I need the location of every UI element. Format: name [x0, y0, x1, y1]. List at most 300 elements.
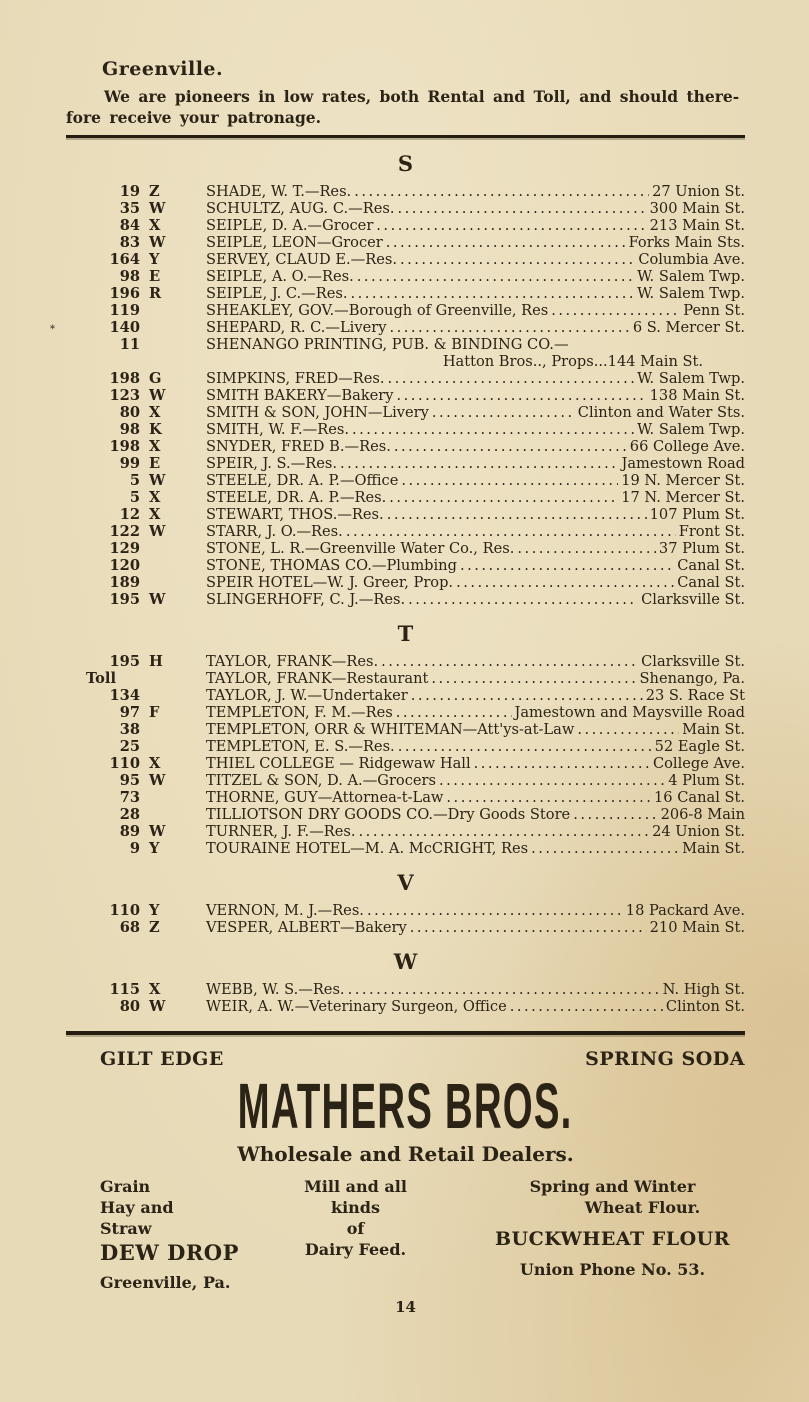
- directory-row: [66, 653, 745, 670]
- entry-phone-number: 5: [129, 472, 140, 489]
- dotted-leader: [577, 721, 679, 738]
- ad-brand-spring-soda: SPRING SODA: [585, 1048, 745, 1070]
- entry-party-letter: Y: [149, 251, 160, 268]
- entry-phone-number: 110: [109, 902, 140, 919]
- dotted-leader: [411, 687, 643, 704]
- entry-phone-number: 97: [119, 704, 140, 721]
- entry-phone-number: 196: [109, 285, 140, 302]
- ad-right-column: [480, 1176, 745, 1293]
- directory-row: [66, 523, 745, 540]
- entry-address: 24 Union St.: [652, 823, 745, 840]
- entry-address: 66 College Ave.: [629, 438, 745, 455]
- entry-name: TURNER, J. F.—Res.: [206, 823, 356, 840]
- entry-body: [206, 806, 745, 823]
- dotted-leader: [352, 421, 634, 438]
- directory-row: [66, 506, 745, 523]
- entry-body: [206, 591, 745, 608]
- entry-address: College Ave.: [652, 755, 745, 772]
- entry-body: [206, 200, 745, 217]
- ad-center-line: Mill and all kinds: [304, 1177, 407, 1217]
- entry-body: [206, 506, 745, 523]
- entry-name: SHEPARD, R. C.—Livery: [206, 319, 387, 336]
- entry-name: STEELE, DR. A. P.—Office: [206, 472, 399, 489]
- entry-party-letter: W: [149, 234, 166, 251]
- entry-name: VESPER, ALBERT—Bakery: [206, 919, 407, 936]
- entry-name: SHADE, W. T.—Res.: [206, 183, 352, 200]
- entry-name: SPEIR HOTEL—W. J. Greer, Prop.: [206, 574, 454, 591]
- entry-body: [206, 472, 745, 489]
- ad-phone-number: Union Phone No. 53.: [519, 1260, 706, 1279]
- entry-address: Clinton St.: [665, 998, 745, 1015]
- directory-row: [66, 438, 745, 455]
- directory-row: [66, 336, 745, 353]
- entry-phone-number: 5: [129, 489, 140, 506]
- entry-name: TILLIOTSON DRY GOODS CO.—Dry Goods Store: [206, 806, 571, 823]
- dotted-leader: [401, 472, 618, 489]
- entry-address: 19 N. Mercer St.: [621, 472, 745, 489]
- directory-row: [66, 421, 745, 438]
- entry-name: THORNE, GUY—Attornea-t-Law: [206, 789, 444, 806]
- entry-name: SLINGERHOFF, C. J.—Res.: [206, 591, 406, 608]
- entry-name: SHEAKLEY, GOV.—Borough of Greenville, Res: [206, 302, 549, 319]
- entry-address: 27 Union St.: [652, 183, 745, 200]
- entry-body: [206, 370, 745, 387]
- entry-party-letter: W: [149, 823, 166, 840]
- ad-center-line: Dairy Feed.: [304, 1240, 407, 1259]
- entry-body: [206, 789, 745, 806]
- entry-party-letter: G: [149, 370, 162, 387]
- entry-phone-number: 98: [119, 421, 140, 438]
- directory-row: [66, 472, 745, 489]
- entry-party-letter: X: [149, 489, 161, 506]
- directory-row: [66, 806, 745, 823]
- entry-body: [206, 183, 745, 200]
- entry-name: TEMPLETON, F. M.—Res: [206, 704, 393, 721]
- directory-row: [66, 721, 745, 738]
- directory-row: [66, 455, 745, 472]
- entry-party-letter: W: [149, 200, 166, 217]
- entry-address: Canal St.: [677, 557, 745, 574]
- entry-body: [206, 268, 745, 285]
- entry-body: [206, 823, 745, 840]
- entry-name: STEELE, DR. A. P.—Res.: [206, 489, 387, 506]
- entry-party-letter: W: [149, 998, 166, 1015]
- directory-row: [66, 789, 745, 806]
- dotted-leader: [386, 234, 626, 251]
- entry-name: SMITH BAKERY—Bakery: [206, 387, 394, 404]
- entry-address: N. High St.: [662, 981, 745, 998]
- entry-name: STARR, J. O.—Res.: [206, 523, 343, 540]
- entry-address: 18 Packard Ave.: [625, 902, 745, 919]
- entry-body: [206, 387, 745, 404]
- entry-name: SNYDER, FRED B.—Res.: [206, 438, 391, 455]
- entry-body: [206, 919, 745, 936]
- intro-line-2: fore receive your patronage.: [66, 108, 322, 127]
- directory-row: [66, 268, 745, 285]
- entry-name: SIMPKINS, FRED—Res.: [206, 370, 385, 387]
- entry-asterisk-mark: *: [50, 324, 55, 335]
- entry-party-letter: X: [149, 981, 161, 998]
- directory-row: [66, 234, 745, 251]
- dotted-leader: [510, 998, 663, 1015]
- entry-address: Front St.: [678, 523, 745, 540]
- entry-body: [206, 489, 745, 506]
- entry-address: 206-8 Main: [660, 806, 745, 823]
- entry-phone-number: 195: [109, 591, 140, 608]
- entry-party-letter: Z: [149, 919, 160, 936]
- entry-name: TAYLOR, FRANK—Res.: [206, 653, 379, 670]
- entry-phone-number: 164: [109, 251, 140, 268]
- ad-brand-dew-drop: DEW DROP: [100, 1240, 239, 1265]
- directory-row: [66, 919, 745, 936]
- directory-row: [66, 370, 745, 387]
- entry-name: STEWART, THOS.—Res.: [206, 506, 384, 523]
- entry-phone-number: 68: [119, 919, 140, 936]
- entry-body: [206, 438, 745, 455]
- ad-subtitle: Wholesale and Retail Dealers.: [237, 1142, 574, 1166]
- dotted-leader: [517, 540, 656, 557]
- dotted-leader: [354, 183, 649, 200]
- dotted-leader: [460, 557, 674, 574]
- entry-address: Clarksville St.: [641, 653, 745, 670]
- entry-address: 138 Main St.: [649, 387, 745, 404]
- dotted-leader: [531, 840, 679, 857]
- ad-left-line: Straw: [100, 1219, 152, 1238]
- ad-location: Greenville, Pa.: [100, 1273, 231, 1292]
- directory-row: [66, 183, 745, 200]
- ad-top-row: [66, 1048, 745, 1070]
- directory-row: [66, 670, 745, 687]
- ad-center-line: of: [346, 1219, 365, 1238]
- entry-name: WEBB, W. S.—Res.: [206, 981, 345, 998]
- section-header-S: S: [397, 151, 414, 176]
- entry-party-letter: X: [149, 755, 161, 772]
- entry-name: SHENANGO PRINTING, PUB. & BINDING CO.—: [206, 336, 569, 353]
- entry-body: [206, 557, 745, 574]
- entry-party-letter: E: [149, 268, 161, 285]
- directory-row: [66, 738, 745, 755]
- dotted-leader: [431, 670, 636, 687]
- entry-address: Canal St.: [677, 574, 745, 591]
- entry-phone-number: 38: [119, 721, 140, 738]
- entry-body: [206, 217, 745, 234]
- directory-row: [66, 687, 745, 704]
- directory-row: [66, 285, 745, 302]
- entry-phone-number: 99: [119, 455, 140, 472]
- entry-name: SMITH & SON, JOHN—Livery: [206, 404, 429, 421]
- dotted-leader: [359, 823, 650, 840]
- ad-brand-buckwheat-flour: BUCKWHEAT FLOUR: [494, 1228, 731, 1250]
- entry-body: [206, 840, 745, 857]
- entry-phone-number: 198: [109, 370, 140, 387]
- entry-party-letter: Y: [149, 840, 160, 857]
- entry-address: 16 Canal St.: [654, 789, 745, 806]
- entry-phone-number: 120: [109, 557, 140, 574]
- entry-body: [206, 998, 745, 1015]
- entry-phone-number: 189: [109, 574, 140, 591]
- directory-row: [66, 591, 745, 608]
- section-header-T: T: [397, 621, 414, 646]
- dotted-leader: [381, 653, 638, 670]
- entry-name: SEIPLE, LEON—Grocer: [206, 234, 383, 251]
- entry-address: 107 Plum St.: [649, 506, 745, 523]
- entry-phone-number: 122: [109, 523, 140, 540]
- dotted-leader: [410, 919, 647, 936]
- entry-address: W. Salem Twp.: [637, 370, 745, 387]
- entry-body: [206, 302, 745, 319]
- entry-body: [206, 704, 745, 721]
- dotted-leader: [398, 738, 652, 755]
- entry-party-letter: E: [149, 455, 161, 472]
- directory-row: [66, 755, 745, 772]
- dotted-leader: [388, 370, 635, 387]
- ad-company-wrap: [66, 1072, 745, 1142]
- dotted-leader: [400, 251, 635, 268]
- entry-address: Main St.: [682, 840, 745, 857]
- entry-phone-number: 129: [109, 540, 140, 557]
- entry-phone-number: 115: [109, 981, 140, 998]
- dotted-leader: [551, 302, 680, 319]
- ad-center-column: [291, 1176, 480, 1293]
- directory-row: [66, 840, 745, 857]
- entry-name: STONE, THOMAS CO.—Plumbing: [206, 557, 457, 574]
- entry-phone-number: 198: [109, 438, 140, 455]
- entry-body: [206, 721, 745, 738]
- entry-name: TEMPLETON, ORR & WHITEMAN—Att'ys-at-Law: [206, 721, 575, 738]
- entry-continuation-line: Hatton Bros.., Props...144 Main St.: [442, 353, 703, 370]
- dotted-leader: [396, 704, 512, 721]
- city-heading: Greenville.: [102, 58, 224, 80]
- entry-party-letter: Z: [149, 183, 160, 200]
- entry-body: [206, 421, 745, 438]
- ad-right-line: Spring and Winter: [529, 1177, 696, 1196]
- entry-party-letter: X: [149, 506, 161, 523]
- section-header-V: V: [397, 870, 414, 895]
- entry-phone-number: 95: [119, 772, 140, 789]
- entry-party-letter: W: [149, 472, 166, 489]
- directory-row: [66, 251, 745, 268]
- directory-row: [50, 319, 745, 336]
- entry-body: [206, 251, 745, 268]
- entry-body: [206, 455, 745, 472]
- entry-phone-number: 83: [119, 234, 140, 251]
- entry-address: 4 Plum St.: [668, 772, 745, 789]
- entry-address: 17 N. Mercer St.: [621, 489, 745, 506]
- directory-row: [66, 704, 745, 721]
- entry-name: TAYLOR, J. W.—Undertaker: [206, 687, 408, 704]
- entry-body: [206, 523, 745, 540]
- entry-name: SCHULTZ, AUG. C.—Res.: [206, 200, 395, 217]
- entry-address: 23 S. Race St: [645, 687, 745, 704]
- divider-rule-bottom: [66, 1031, 745, 1035]
- dotted-leader: [446, 789, 651, 806]
- ad-left-column: [66, 1176, 291, 1293]
- entry-phone-number: 12: [119, 506, 140, 523]
- entry-address: 300 Main St.: [649, 200, 745, 217]
- directory-row: [66, 302, 745, 319]
- directory-row: [66, 200, 745, 217]
- entry-body: [206, 687, 745, 704]
- entry-party-letter: X: [149, 217, 161, 234]
- entry-name: STONE, L. R.—Greenville Water Co., Res.: [206, 540, 515, 557]
- dotted-leader: [387, 506, 647, 523]
- entry-name: SEIPLE, A. O.—Res.: [206, 268, 354, 285]
- ad-left-line: Grain: [100, 1177, 151, 1196]
- dotted-leader: [397, 200, 646, 217]
- dotted-leader: [474, 755, 650, 772]
- entry-address: 213 Main St.: [649, 217, 745, 234]
- entry-party-letter: W: [149, 523, 166, 540]
- entry-address: Shenango, Pa.: [639, 670, 745, 687]
- entry-phone-number: 98: [119, 268, 140, 285]
- entry-name: SEIPLE, J. C.—Res.: [206, 285, 348, 302]
- ad-company-name: MATHERS BROS.: [238, 1070, 573, 1142]
- entry-phone-number: 123: [109, 387, 140, 404]
- entry-party-letter: R: [149, 285, 162, 302]
- entry-phone-number: Toll: [86, 670, 117, 687]
- entry-phone-number: 134: [109, 687, 140, 704]
- entry-body: [206, 319, 745, 336]
- entry-address: Forks Main Sts.: [628, 234, 745, 251]
- entry-phone-number: 11: [119, 336, 140, 353]
- entry-phone-number: 19: [119, 183, 140, 200]
- entry-phone-number: 140 *: [50, 319, 140, 336]
- entry-name: VERNON, M. J.—Res.: [206, 902, 364, 919]
- entry-body: [206, 285, 745, 302]
- entry-phone-number: 89: [119, 823, 140, 840]
- dotted-leader: [456, 574, 674, 591]
- dotted-leader: [357, 268, 634, 285]
- entry-party-letter: W: [149, 591, 166, 608]
- entry-body: [206, 981, 745, 998]
- directory-row: [66, 387, 745, 404]
- entry-party-letter: X: [149, 404, 161, 421]
- entry-address: Penn St.: [683, 302, 745, 319]
- entry-name: TEMPLETON, E. S.—Res.: [206, 738, 395, 755]
- directory-row: [66, 404, 745, 421]
- entry-name: WEIR, A. W.—Veterinary Surgeon, Office: [206, 998, 507, 1015]
- entry-body: [206, 738, 745, 755]
- entry-address: 37 Plum St.: [658, 540, 745, 557]
- dotted-leader: [432, 404, 575, 421]
- directory-row: [66, 489, 745, 506]
- entry-body: [206, 902, 745, 919]
- entry-body: [206, 772, 745, 789]
- entry-party-letter: W: [149, 772, 166, 789]
- directory-row: [66, 772, 745, 789]
- entry-body: [206, 755, 745, 772]
- directory: [50, 151, 745, 1015]
- directory-row: [66, 998, 745, 1015]
- ad-right-line: Wheat Flour.: [584, 1198, 701, 1217]
- dotted-leader: [389, 319, 629, 336]
- entry-address: 6 S. Mercer St.: [632, 319, 745, 336]
- entry-name: TITZEL & SON, D. A.—Grocers: [206, 772, 436, 789]
- dotted-leader: [397, 387, 647, 404]
- directory-row: [66, 981, 745, 998]
- entry-phone-number: 195: [109, 653, 140, 670]
- entry-address: Jamestown and Maysville Road: [514, 704, 745, 721]
- entry-body: [206, 336, 745, 353]
- ad-columns: [66, 1176, 745, 1293]
- entry-body: [206, 540, 745, 557]
- directory-row: [66, 557, 745, 574]
- entry-phone-number: 84: [119, 217, 140, 234]
- entry-phone-number: 28: [119, 806, 140, 823]
- dotted-leader: [376, 217, 646, 234]
- entry-name: TOURAINE HOTEL—M. A. McCRIGHT, Res: [206, 840, 529, 857]
- dotted-leader: [389, 489, 618, 506]
- entry-address: Jamestown Road: [621, 455, 745, 472]
- entry-party-letter: W: [149, 387, 166, 404]
- entry-phone-number: 25: [119, 738, 140, 755]
- intro-text: [66, 86, 745, 128]
- entry-name: THIEL COLLEGE — Ridgewaw Hall: [206, 755, 471, 772]
- entry-address: W. Salem Twp.: [637, 268, 745, 285]
- ad-brand-gilt-edge: GILT EDGE: [100, 1048, 224, 1070]
- entry-phone-number: 80: [119, 998, 140, 1015]
- entry-body: [206, 653, 745, 670]
- entry-address: W. Salem Twp.: [637, 421, 745, 438]
- dotted-leader: [367, 902, 623, 919]
- directory-row: [66, 823, 745, 840]
- ad-left-line: Hay and: [100, 1198, 174, 1217]
- entry-phone-number: 119: [109, 302, 140, 319]
- entry-name: SPEIR, J. S.—Res.: [206, 455, 337, 472]
- dotted-leader: [348, 981, 660, 998]
- directory-row: [66, 540, 745, 557]
- dotted-leader: [573, 806, 657, 823]
- entry-body: [206, 670, 745, 687]
- entry-party-letter: K: [149, 421, 162, 438]
- entry-party-letter: Y: [149, 902, 160, 919]
- entry-phone-number: 9: [129, 840, 140, 857]
- entry-address: 210 Main St.: [649, 919, 745, 936]
- entry-body: [206, 404, 745, 421]
- entry-phone-number: 80: [119, 404, 140, 421]
- dotted-leader: [408, 591, 638, 608]
- entry-address: Columbia Ave.: [638, 251, 745, 268]
- entry-name: SMITH, W. F.—Res.: [206, 421, 350, 438]
- dotted-leader: [340, 455, 619, 472]
- entry-address: Main St.: [682, 721, 745, 738]
- dotted-leader: [346, 523, 676, 540]
- entry-name: SEIPLE, D. A.—Grocer: [206, 217, 374, 234]
- entry-party-letter: F: [149, 704, 160, 721]
- entry-name: SERVEY, CLAUD E.—Res.: [206, 251, 398, 268]
- entry-party-letter: H: [149, 653, 163, 670]
- entry-address: Clinton and Water Sts.: [577, 404, 745, 421]
- directory-row: [66, 217, 745, 234]
- entry-address: 52 Eagle St.: [654, 738, 745, 755]
- entry-address: W. Salem Twp.: [637, 285, 745, 302]
- dotted-leader: [394, 438, 627, 455]
- dotted-leader: [439, 772, 665, 789]
- entry-body: [206, 574, 745, 591]
- divider-rule-top: [66, 135, 745, 138]
- page-number: 14: [395, 1298, 416, 1316]
- intro-line-1: We are pioneers in low rates, both Rental and Toll, and should there-: [104, 87, 740, 106]
- directory-row: [66, 902, 745, 919]
- entry-phone-number: 73: [119, 789, 140, 806]
- entry-body: [206, 234, 745, 251]
- entry-address: Clarksville St.: [641, 591, 745, 608]
- entry-phone-number: 35: [119, 200, 140, 217]
- entry-party-letter: X: [149, 438, 161, 455]
- entry-name: TAYLOR, FRANK—Restaurant: [206, 670, 429, 687]
- dotted-leader: [350, 285, 634, 302]
- directory-row: [66, 574, 745, 591]
